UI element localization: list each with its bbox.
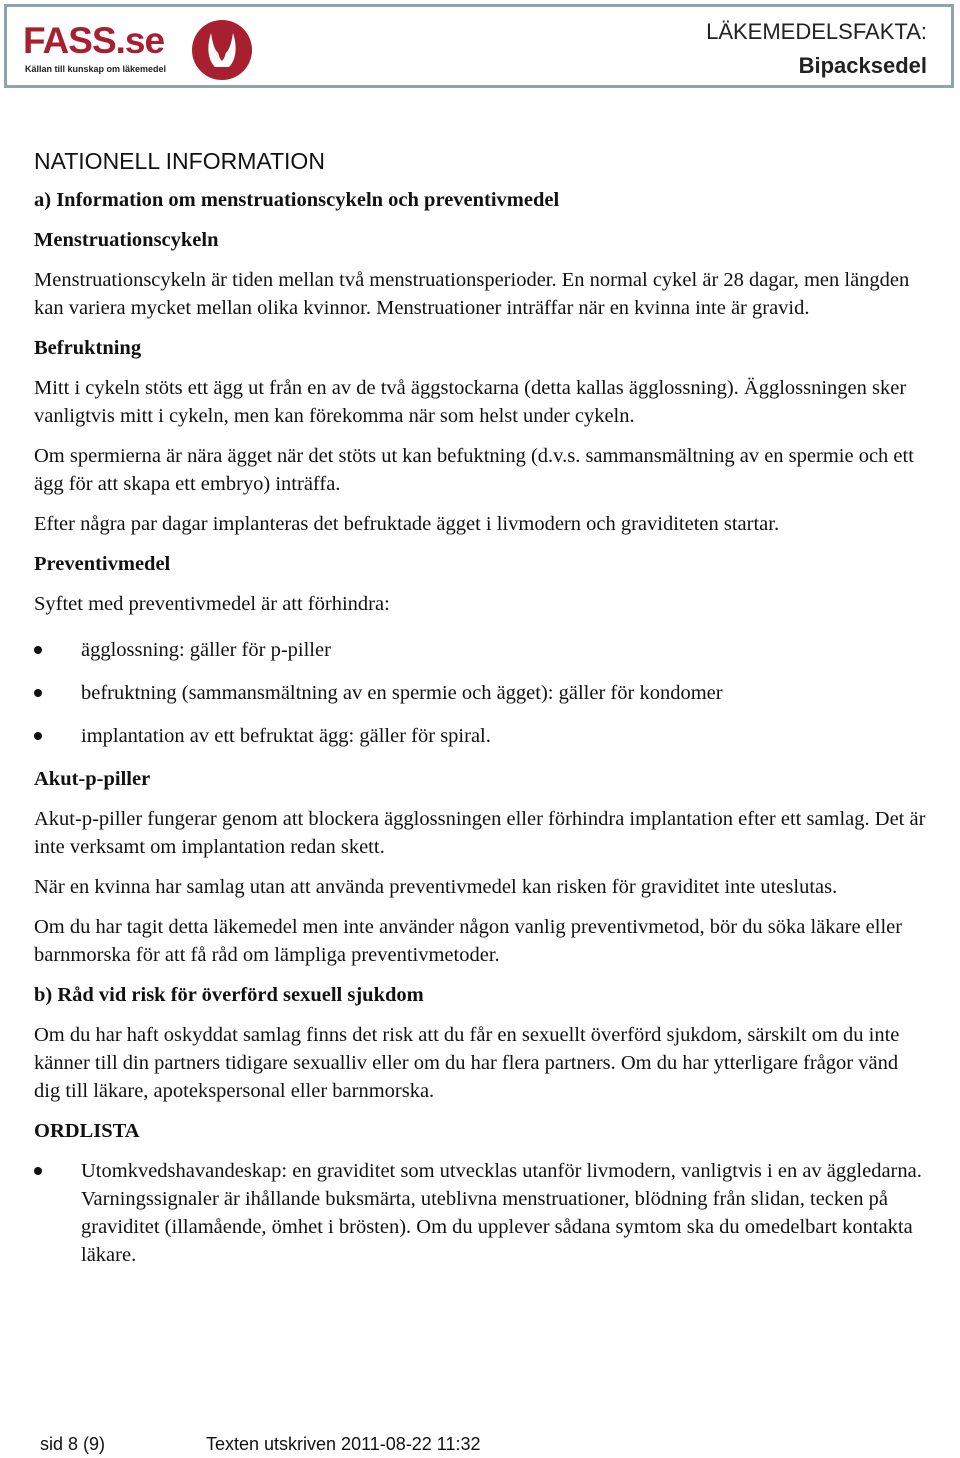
page-number: sid 8 (9) bbox=[40, 1434, 106, 1454]
bullet-icon bbox=[34, 732, 42, 740]
contraceptives-intro: Syftet med preventivmedel är att förhindra: bbox=[34, 593, 390, 615]
document-type bbox=[706, 17, 927, 85]
cycle-paragraph: Menstruationscykeln är tiden mellan två menstruationsperioder. En normal cykel är 28 dagar, men längden kan variera mycket mellan olika kvinnor. Menstruationer inträffar när en kvinna inte är gravid. bbox=[34, 269, 910, 319]
list-item bbox=[34, 679, 926, 707]
fertilization-paragraph-2: Om spermierna är nära ägget när det stöts ut kan befuktning (d.v.s. sammansmältning av en spermie och ett ägg för att skapa ett embryo) inträffa. bbox=[34, 445, 914, 495]
page-footer bbox=[40, 1434, 481, 1455]
glossary-list bbox=[34, 1157, 926, 1269]
emergency-pill-heading: Akut-p-piller bbox=[34, 768, 151, 790]
list-item bbox=[34, 636, 926, 664]
fertilization-heading: Befruktning bbox=[34, 337, 142, 359]
logo-wordmark: FASS.se bbox=[23, 20, 165, 61]
part-b-paragraph: Om du har haft oskyddat samlag finns det risk att du får en sexuellt överförd sjukdom, särskilt om du inte känner till din partners tidigare sexualliv eller om du har flera partners. Om du har ytterligare frågor vänd dig till läkare, apotekspersonal eller barnmorska. bbox=[34, 1024, 900, 1102]
list-item-text: ägglossning: gäller för p-piller bbox=[81, 639, 331, 661]
list-item-text: befruktning (sammansmältning av en spermie och ägget): gäller för kondomer bbox=[81, 682, 723, 704]
part-a-heading: a) Information om menstruationscykeln och preventivmedel bbox=[34, 189, 560, 211]
document-type-value: Bipacksedel bbox=[798, 53, 927, 78]
logo-tagline: Källan till kunskap om läkemedel bbox=[25, 64, 167, 74]
cycle-heading: Menstruationscykeln bbox=[34, 229, 219, 251]
bullet-icon bbox=[34, 646, 42, 654]
list-item-text: Utomkvedshavandeskap: en graviditet som utvecklas utanför livmodern, vanligtvis i en av äggledarna. Varningssignaler är ihållande buksmärta, uteblivna menstruationer, blödning från slidan, tecken på graviditet (illamående, ömhet i brösten). Om du upplever sådana symtom ska du omedelbart kontakta läkare. bbox=[81, 1160, 922, 1266]
bullet-icon bbox=[34, 689, 42, 697]
fass-emblem-icon bbox=[191, 19, 253, 81]
contraceptives-list bbox=[34, 636, 926, 750]
emergency-paragraph-3: Om du har tagit detta läkemedel men inte använder någon vanlig preventivmetod, bör du söka läkare eller barnmorska för att få råd om lämpliga preventivmetoder. bbox=[34, 916, 903, 966]
print-timestamp: Texten utskriven 2011-08-22 11:32 bbox=[206, 1434, 481, 1454]
emergency-paragraph-2: När en kvinna har samlag utan att använda preventivmedel kan risken för graviditet inte uteslutas. bbox=[34, 876, 838, 898]
document-body bbox=[34, 146, 926, 1279]
list-item bbox=[34, 722, 926, 750]
page-header bbox=[4, 4, 954, 88]
list-item bbox=[34, 1157, 926, 1269]
section-title: NATIONELL INFORMATION bbox=[34, 148, 325, 174]
glossary-heading: ORDLISTA bbox=[34, 1120, 140, 1142]
emergency-paragraph-1: Akut-p-piller fungerar genom att blockera ägglossningen eller förhindra implantation efter ett samlag. Det är inte verksamt om implantation redan skett. bbox=[34, 808, 926, 858]
contraceptives-heading: Preventivmedel bbox=[34, 553, 171, 575]
part-b-heading: b) Råd vid risk för överförd sexuell sjukdom bbox=[34, 984, 424, 1006]
bullet-icon bbox=[34, 1167, 42, 1175]
fertilization-paragraph-3: Efter några par dagar implanteras det befruktade ägget i livmodern och graviditeten startar. bbox=[34, 513, 780, 535]
fertilization-paragraph-1: Mitt i cykeln stöts ett ägg ut från en av de två äggstockarna (detta kallas ägglossning). Ägglossningen sker vanligtvis mitt i cykeln, men kan förekomma när som helst under cykeln. bbox=[34, 377, 907, 427]
list-item-text: implantation av ett befruktat ägg: gäller för spiral. bbox=[81, 725, 491, 747]
document-type-label: LÄKEMEDELSFAKTA: bbox=[706, 19, 927, 44]
fass-logo[interactable] bbox=[23, 19, 253, 81]
